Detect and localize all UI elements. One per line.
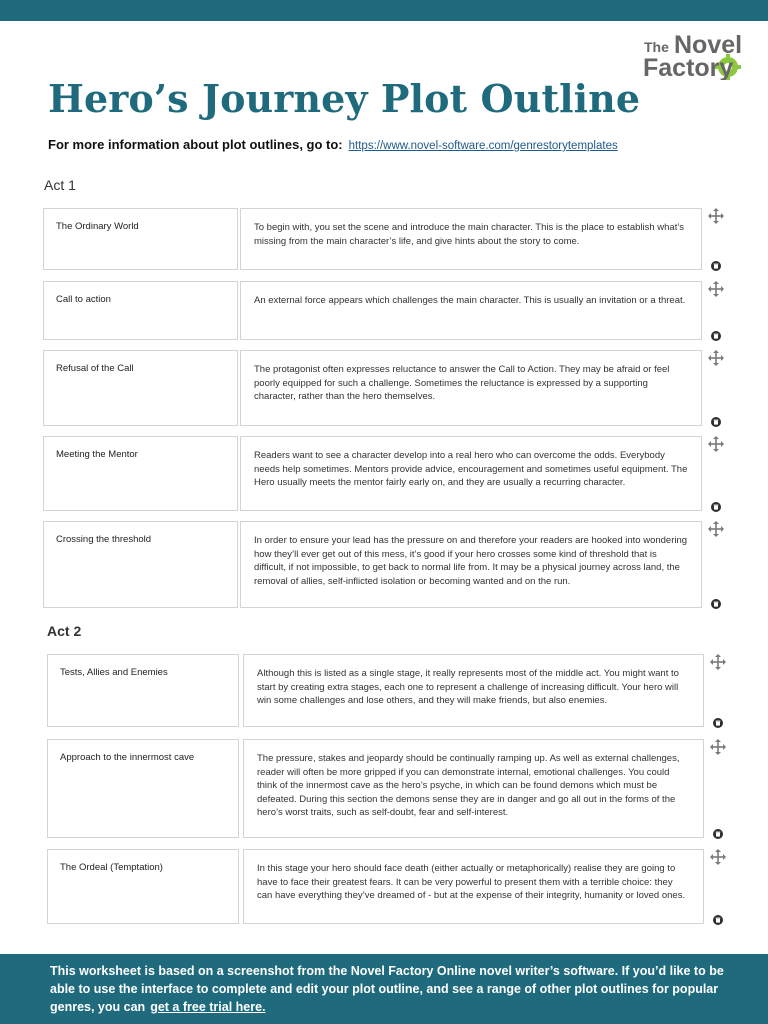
trash-icon[interactable] xyxy=(713,715,723,725)
stage-description[interactable]: Although this is listed as a single stage, it really represents most of the middle act. You might want to start by creating extra stages, each one to represent a challenge of increasing difficult. Your hero will win some challenges and lose others, and they will make friends, but also enemies. xyxy=(243,654,704,727)
move-icon[interactable] xyxy=(708,436,724,452)
move-icon[interactable] xyxy=(708,350,724,366)
stage-description[interactable]: In this stage your hero should face death (either actually or metaphorically) realise they are going to have to face their greatest fears. It can be very powerful to present them with a terrible choice: they can have everything they’ve dreamed of - but at the expense of their integrity, humanity or loved ones. xyxy=(243,849,704,924)
stage-name[interactable]: Call to action xyxy=(43,281,238,340)
stage-description[interactable]: In order to ensure your lead has the pressure on and therefore your readers are hooked into wondering how they’ll ever get out of this mess, it’s good if your hero crosses some kind of threshold that is difficult, if not impossible, to get back to normal life from. It may be a physical journey across land, the removal of allies, self-inflicted isolation or becoming wanted and on the run. xyxy=(240,521,702,608)
act-heading: Act 1 xyxy=(44,177,76,193)
move-icon[interactable] xyxy=(710,739,726,755)
trash-icon[interactable] xyxy=(713,912,723,922)
move-icon[interactable] xyxy=(708,521,724,537)
move-icon[interactable] xyxy=(708,208,724,224)
trash-icon[interactable] xyxy=(711,499,721,509)
info-text: For more information about plot outlines, go to: xyxy=(48,137,343,152)
trash-icon[interactable] xyxy=(711,596,721,606)
stage-description[interactable]: To begin with, you set the scene and introduce the main character. This is the place to establish what’s missing from the main character’s life, and give hints about the story to come. xyxy=(240,208,702,270)
stage-description[interactable]: The pressure, stakes and jeopardy should be continually ramping up. As well as external challenges, reader will often be more gripped if you can demonstrate internal, emotional challenges. You could think of the innermost cave as the hero’s psyche, in which can be found demons which must be defeated. During this section the demons sense they are in danger and go all out in the forms of the hero’s worst traits, such as self-doubt, fear and self-interest. xyxy=(243,739,704,838)
stage-name[interactable]: Refusal of the Call xyxy=(43,350,238,426)
stage-name[interactable]: The Ordinary World xyxy=(43,208,238,270)
footer-text xyxy=(50,962,740,1016)
trash-icon[interactable] xyxy=(711,328,721,338)
trash-icon[interactable] xyxy=(713,826,723,836)
top-bar xyxy=(0,0,768,21)
move-icon[interactable] xyxy=(710,849,726,865)
free-trial-link[interactable]: get a free trial here. xyxy=(150,1000,266,1014)
logo-the: The xyxy=(644,39,669,55)
act-heading: Act 2 xyxy=(47,623,82,639)
logo-factory: Factory xyxy=(643,54,734,80)
footer-banner xyxy=(0,954,768,1024)
stage-description[interactable]: The protagonist often expresses reluctance to answer the Call to Action. They may be afraid or feel poorly equipped for such a challenge. Sometimes the reluctance is expressed by a supporting character, rather than the hero themselves. xyxy=(240,350,702,426)
move-icon[interactable] xyxy=(708,281,724,297)
plot-outlines-link[interactable]: https://www.novel-software.com/genrestorytemplates xyxy=(348,140,618,152)
stage-name[interactable]: Approach to the innermost cave xyxy=(47,739,239,838)
move-icon[interactable] xyxy=(710,654,726,670)
trash-icon[interactable] xyxy=(711,414,721,424)
stage-description[interactable]: An external force appears which challenges the main character. This is usually an invitation or a threat. xyxy=(240,281,702,340)
info-line xyxy=(48,137,618,152)
stage-name[interactable]: Crossing the threshold xyxy=(43,521,238,608)
novel-factory-logo xyxy=(642,28,758,80)
page-title: Hero’s Journey Plot Outline xyxy=(48,76,641,121)
logo-novel: Novel xyxy=(674,31,743,59)
stage-description[interactable]: Readers want to see a character develop into a real hero who can overcome the odds. Everybody needs help sometimes. Mentors provide advice, encouragement and sometimes useful equipment. The Hero usually meets the mentor fairly early on, and they are usually a recurring character. xyxy=(240,436,702,511)
stage-name[interactable]: Meeting the Mentor xyxy=(43,436,238,511)
footer-message: This worksheet is based on a screenshot from the Novel Factory Online novel writer’s software. If you’d like to be able to use the interface to complete and edit your plot outline, and see a range of other plot outlines for popular genres, you can xyxy=(50,964,724,1014)
trash-icon[interactable] xyxy=(711,258,721,268)
stage-name[interactable]: Tests, Allies and Enemies xyxy=(47,654,239,727)
stage-name[interactable]: The Ordeal (Temptation) xyxy=(47,849,239,924)
